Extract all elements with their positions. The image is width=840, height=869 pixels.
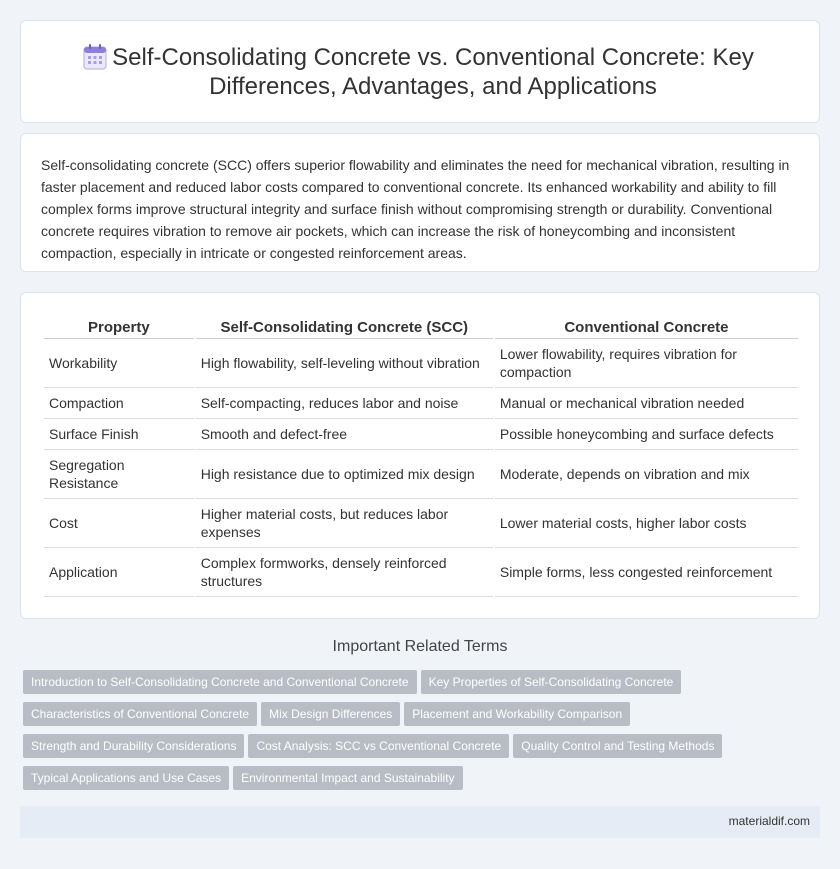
- cell-conventional: Simple forms, less congested reinforcement: [495, 548, 798, 597]
- related-term-tag[interactable]: Key Properties of Self-Consolidating Concrete: [421, 670, 682, 694]
- cell-conventional: Possible honeycombing and surface defects: [495, 419, 798, 450]
- related-term-tag[interactable]: Introduction to Self-Consolidating Concrete and Conventional Concrete: [23, 670, 417, 694]
- comparison-table: [42, 313, 800, 597]
- cell-scc: Complex formworks, densely reinforced structures: [196, 548, 493, 597]
- related-terms-title: Important Related Terms: [332, 638, 508, 655]
- cell-scc: Smooth and defect-free: [196, 419, 493, 450]
- comparison-table-card: [20, 292, 820, 619]
- header-property: Property: [44, 313, 194, 339]
- table-row: [44, 419, 798, 450]
- cell-conventional: Moderate, depends on vibration and mix: [495, 450, 798, 499]
- cell-conventional: Lower flowability, requires vibration for compaction: [495, 339, 798, 388]
- page-title: Self-Consolidating Concrete vs. Conventional Concrete: Key Differences, Advantages, and Applications: [112, 44, 754, 100]
- related-term-tag[interactable]: Cost Analysis: SCC vs Conventional Concrete: [248, 734, 509, 758]
- related-term-tag[interactable]: Strength and Durability Considerations: [23, 734, 244, 758]
- table-row: [44, 450, 798, 499]
- cell-scc: Self-compacting, reduces labor and noise: [196, 388, 493, 419]
- table-row: [44, 388, 798, 419]
- cell-property: Surface Finish: [44, 419, 194, 450]
- header-card: [20, 20, 820, 123]
- cell-conventional: Manual or mechanical vibration needed: [495, 388, 798, 419]
- related-term-tag[interactable]: Placement and Workability Comparison: [404, 702, 630, 726]
- related-term-tag[interactable]: Environmental Impact and Sustainability: [233, 766, 462, 790]
- cell-scc: High flowability, self-leveling without vibration: [196, 339, 493, 388]
- footer-site-link[interactable]: materialdif.com: [728, 814, 810, 828]
- cell-property: Workability: [44, 339, 194, 388]
- cell-scc: Higher material costs, but reduces labor expenses: [196, 499, 493, 548]
- header-conventional: Conventional Concrete: [495, 313, 798, 339]
- intro-paragraph: Self-consolidating concrete (SCC) offers superior flowability and eliminates the need for mechanical vibration, resulting in faster placement and reduced labor costs compared to conventional concrete. Its enhanced workability and ability to fill complex forms improve structural integrity and surface finish without compromising strength or durability. Conventional concrete requires vibration to remove air pockets, which can increase the risk of honeycombing and inconsistent compaction, especially in intricate or congested reinforcement areas.: [41, 157, 790, 261]
- footer: [20, 806, 820, 838]
- related-term-tag[interactable]: Typical Applications and Use Cases: [23, 766, 229, 790]
- table-header-row: [44, 313, 798, 339]
- cell-property: Application: [44, 548, 194, 597]
- related-term-tag[interactable]: Characteristics of Conventional Concrete: [23, 702, 257, 726]
- cell-property: Segregation Resistance: [44, 450, 194, 499]
- cell-conventional: Lower material costs, higher labor costs: [495, 499, 798, 548]
- table-row: [44, 339, 798, 388]
- table-row: [44, 548, 798, 597]
- header-scc: Self-Consolidating Concrete (SCC): [196, 313, 493, 339]
- intro-card: [20, 133, 820, 272]
- cell-property: Compaction: [44, 388, 194, 419]
- table-row: [44, 499, 798, 548]
- related-terms-list: [23, 670, 743, 798]
- cell-property: Cost: [44, 499, 194, 548]
- related-term-tag[interactable]: Quality Control and Testing Methods: [513, 734, 722, 758]
- cell-scc: High resistance due to optimized mix design: [196, 450, 493, 499]
- related-term-tag[interactable]: Mix Design Differences: [261, 702, 400, 726]
